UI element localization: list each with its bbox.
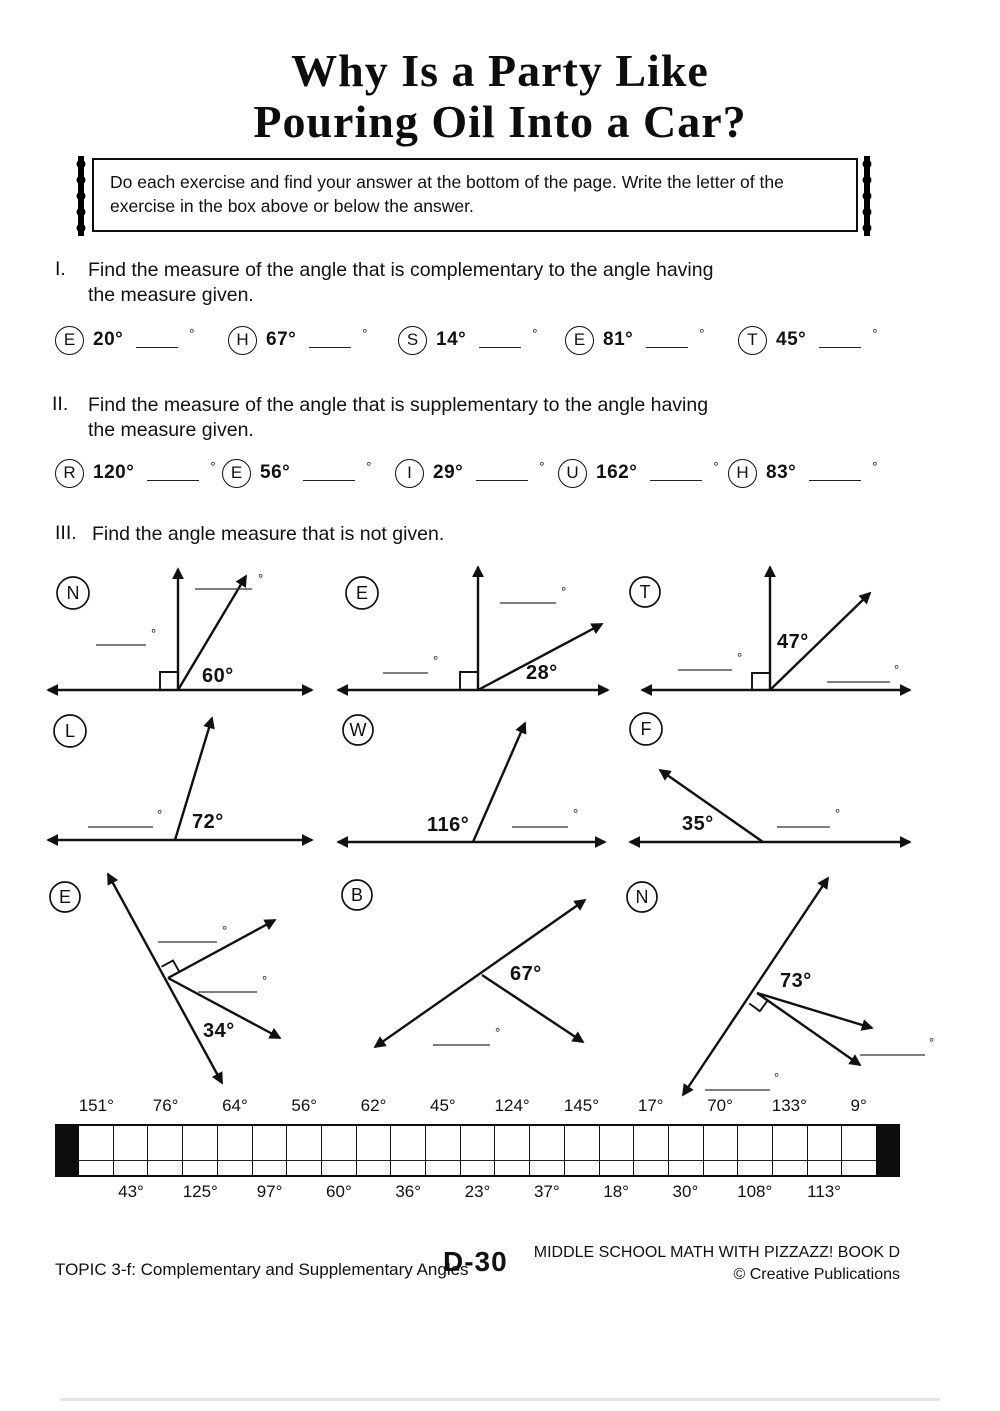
strip-answer-label: 145° <box>563 1096 600 1115</box>
upper-ray <box>757 993 872 1028</box>
strip-answer-label: 43° <box>118 1182 144 1201</box>
answer-cell[interactable] <box>391 1126 426 1175</box>
angle-diagram-e1 <box>330 555 620 710</box>
angle-value: 120° <box>93 462 135 483</box>
answer-cell[interactable] <box>253 1126 288 1175</box>
diagram-letter: T <box>639 582 651 602</box>
answer-blank[interactable] <box>147 466 199 481</box>
degree-mark: ° <box>699 325 705 341</box>
answer-cell[interactable] <box>114 1126 149 1175</box>
footer-book-title: MIDDLE SCHOOL MATH WITH PIZZAZZ! BOOK D <box>533 1244 900 1261</box>
angle-value: 20° <box>93 329 124 350</box>
title-line-1: Why Is a Party Like <box>291 45 709 96</box>
answer-cell[interactable] <box>426 1126 461 1175</box>
section-1-numeral: I. <box>55 258 66 280</box>
exercise-letter: T <box>738 326 767 355</box>
answer-cell[interactable] <box>634 1126 669 1175</box>
strip-answer-label: 45° <box>429 1096 456 1115</box>
angle-label: 35° <box>682 813 714 835</box>
decorative-dots-right-icon <box>860 156 874 236</box>
answer-blank[interactable] <box>309 333 351 348</box>
oblique-line <box>375 900 585 1047</box>
section-1-heading: Find the measure of the angle that is complementary to the angle having the measure given. <box>88 259 714 307</box>
section-2-numeral: II. <box>52 393 69 415</box>
exercise-item <box>55 455 216 491</box>
strip-answer-label: 18° <box>603 1182 629 1201</box>
answer-cell[interactable] <box>322 1126 357 1175</box>
answer-cell[interactable] <box>495 1126 530 1175</box>
answer-cell[interactable] <box>287 1126 322 1175</box>
strip-answer-label: 23° <box>464 1182 491 1201</box>
answer-blank[interactable] <box>136 333 178 348</box>
strip-answer-label: 9° <box>850 1096 867 1115</box>
angle-label: 72° <box>192 811 224 833</box>
exercise-item <box>558 455 719 491</box>
degree-mark: ° <box>157 807 163 822</box>
oblique-line <box>108 874 222 1083</box>
degree-mark: ° <box>872 325 878 341</box>
angle-value: 45° <box>776 329 807 350</box>
footer-publisher <box>534 1242 900 1285</box>
answer-blank[interactable] <box>303 466 355 481</box>
answer-cell[interactable] <box>357 1126 392 1175</box>
footer-copyright: © Creative Publications <box>733 1265 900 1283</box>
decorative-dots-left-icon <box>74 156 88 236</box>
angle-ray <box>473 723 525 842</box>
section-2-items <box>0 455 1000 495</box>
angle-label: 116° <box>427 814 470 836</box>
angle-value: 67° <box>266 329 297 350</box>
degree-mark: ° <box>366 458 372 474</box>
degree-mark: ° <box>495 1025 501 1040</box>
diagram-letter: L <box>64 721 76 741</box>
exercise-letter: H <box>728 459 757 488</box>
diagram-letter: E <box>355 583 369 603</box>
angle-label: 67° <box>510 963 542 985</box>
answer-strip <box>55 1124 900 1177</box>
angle-diagram-f <box>620 705 960 875</box>
angle-diagram-b <box>335 865 620 1090</box>
angle-value: 14° <box>436 329 467 350</box>
exercise-item <box>228 322 367 358</box>
section-3-heading: Find the angle measure that is not given. <box>92 523 445 545</box>
strip-answer-label: 62° <box>360 1096 387 1115</box>
right-angle-mark <box>160 672 178 690</box>
exercise-letter: I <box>395 459 424 488</box>
right-angle-mark <box>162 961 180 972</box>
angle-diagram-n2 <box>620 865 960 1115</box>
diagram-letter: N <box>635 887 649 907</box>
strip-answer-label: 97° <box>256 1182 283 1201</box>
answer-strip-cells <box>79 1126 876 1175</box>
angle-label: 28° <box>526 662 558 684</box>
diagram-letter: N <box>66 583 80 603</box>
degree-mark: ° <box>737 650 743 665</box>
degree-mark: ° <box>573 806 579 821</box>
strip-answer-label: 133° <box>771 1096 807 1115</box>
right-angle-mark <box>749 1001 767 1012</box>
degree-mark: ° <box>151 626 157 641</box>
angle-value: 162° <box>596 462 638 483</box>
exercise-item <box>222 455 371 491</box>
answer-cell[interactable] <box>773 1126 808 1175</box>
answer-cell[interactable] <box>704 1126 739 1175</box>
answer-cell[interactable] <box>738 1126 773 1175</box>
footer-topic: TOPIC 3-f: Complementary and Supplementary Angles <box>55 1260 469 1279</box>
answer-cell[interactable] <box>669 1126 704 1175</box>
strip-answer-label: 17° <box>637 1096 664 1115</box>
angle-label: 60° <box>202 665 234 687</box>
degree-mark: ° <box>872 458 878 474</box>
strip-answer-label: 113° <box>807 1182 841 1201</box>
right-angle-mark <box>752 673 770 690</box>
answer-cell[interactable] <box>842 1126 876 1175</box>
section-3-numeral: III. <box>55 522 77 544</box>
answer-blank[interactable] <box>479 333 521 348</box>
degree-mark: ° <box>713 458 719 474</box>
scan-artifact-line <box>60 1398 940 1401</box>
angle-label: 34° <box>203 1020 235 1042</box>
section-2-heading: Find the measure of the angle that is supplementary to the angle having the measure given. <box>88 394 709 442</box>
exercise-item <box>738 322 877 358</box>
answer-cell[interactable] <box>530 1126 565 1175</box>
degree-mark: ° <box>433 653 439 668</box>
angle-diagram-t <box>620 555 960 710</box>
degree-mark: ° <box>561 584 567 599</box>
strip-answer-label: 60° <box>326 1182 352 1201</box>
strip-end-cap-left <box>57 1126 79 1175</box>
angle-value: 81° <box>603 329 634 350</box>
degree-mark: ° <box>210 458 216 474</box>
footer-page-number: D-30 <box>443 1246 508 1277</box>
answer-blank[interactable] <box>809 466 861 481</box>
diagram-letter: E <box>58 887 72 907</box>
answer-blank[interactable] <box>819 333 861 348</box>
degree-mark: ° <box>222 923 228 938</box>
answer-strip-bottom-labels <box>79 1182 876 1206</box>
exercise-item <box>565 322 704 358</box>
exercise-item <box>728 455 877 491</box>
angle-diagram-n1 <box>40 555 330 710</box>
answer-strip-top-labels <box>79 1096 876 1120</box>
strip-answer-label: 76° <box>152 1096 179 1115</box>
angle-value: 83° <box>766 462 797 483</box>
strip-answer-label: 151° <box>78 1096 114 1115</box>
instruction-text: Do each exercise and find your answer at the bottom of the page. Write the letter of the exercise in the box above or below the answer. <box>110 172 784 216</box>
answer-cell[interactable] <box>218 1126 253 1175</box>
exercise-letter: R <box>55 459 84 488</box>
exercise-letter: H <box>228 326 257 355</box>
strip-answer-label: 36° <box>395 1182 422 1201</box>
angle-value: 56° <box>260 462 291 483</box>
angle-diagram-l <box>40 705 330 875</box>
degree-mark: ° <box>189 325 195 341</box>
angle-diagram-w <box>330 705 620 875</box>
degree-mark: ° <box>929 1035 935 1050</box>
angle-label: 73° <box>780 970 812 992</box>
angle-diagram-e2 <box>40 865 335 1105</box>
strip-answer-label: 70° <box>707 1096 733 1115</box>
answer-blank[interactable] <box>650 466 702 481</box>
strip-end-cap-right <box>876 1126 898 1175</box>
exercise-letter: S <box>398 326 427 355</box>
lower-ray <box>757 993 860 1065</box>
diagram-letter: F <box>640 719 652 739</box>
answer-cell[interactable] <box>808 1126 843 1175</box>
strip-answer-label: 37° <box>533 1182 560 1201</box>
strip-answer-label: 124° <box>494 1096 530 1115</box>
exercise-letter: U <box>558 459 587 488</box>
section-1-items <box>0 322 1000 362</box>
diagram-letter: B <box>350 885 364 905</box>
exercise-letter: E <box>55 326 84 355</box>
exercise-item <box>55 322 194 358</box>
degree-mark: ° <box>532 325 538 341</box>
answer-cell[interactable] <box>600 1126 635 1175</box>
strip-midline <box>79 1160 876 1161</box>
strip-answer-label: 30° <box>672 1182 699 1201</box>
exercise-item <box>395 455 544 491</box>
degree-mark: ° <box>539 458 545 474</box>
answer-cell[interactable] <box>79 1126 114 1175</box>
exercise-item <box>398 322 537 358</box>
degree-mark: ° <box>258 571 264 586</box>
worksheet-title <box>0 46 1000 147</box>
degree-mark: ° <box>362 325 368 341</box>
instruction-box <box>92 158 858 232</box>
exercise-letter: E <box>565 326 594 355</box>
right-angle-mark <box>460 672 478 690</box>
strip-answer-label: 125° <box>182 1182 218 1201</box>
angle-value: 29° <box>433 462 464 483</box>
answer-cell[interactable] <box>461 1126 496 1175</box>
title-line-2: Pouring Oil Into a Car? <box>253 95 747 147</box>
strip-answer-label: 108° <box>737 1182 773 1201</box>
angle-label: 47° <box>777 631 809 653</box>
degree-mark: ° <box>262 973 268 988</box>
answer-cell[interactable] <box>148 1126 183 1175</box>
answer-cell[interactable] <box>183 1126 218 1175</box>
degree-mark: ° <box>774 1070 780 1085</box>
strip-answer-label: 64° <box>222 1096 248 1115</box>
answer-cell[interactable] <box>565 1126 600 1175</box>
degree-mark: ° <box>835 806 841 821</box>
exercise-letter: E <box>222 459 251 488</box>
answer-blank[interactable] <box>476 466 528 481</box>
strip-answer-label: 56° <box>291 1096 318 1115</box>
answer-blank[interactable] <box>646 333 688 348</box>
diagram-letter: W <box>349 720 367 740</box>
degree-mark: ° <box>894 662 900 677</box>
